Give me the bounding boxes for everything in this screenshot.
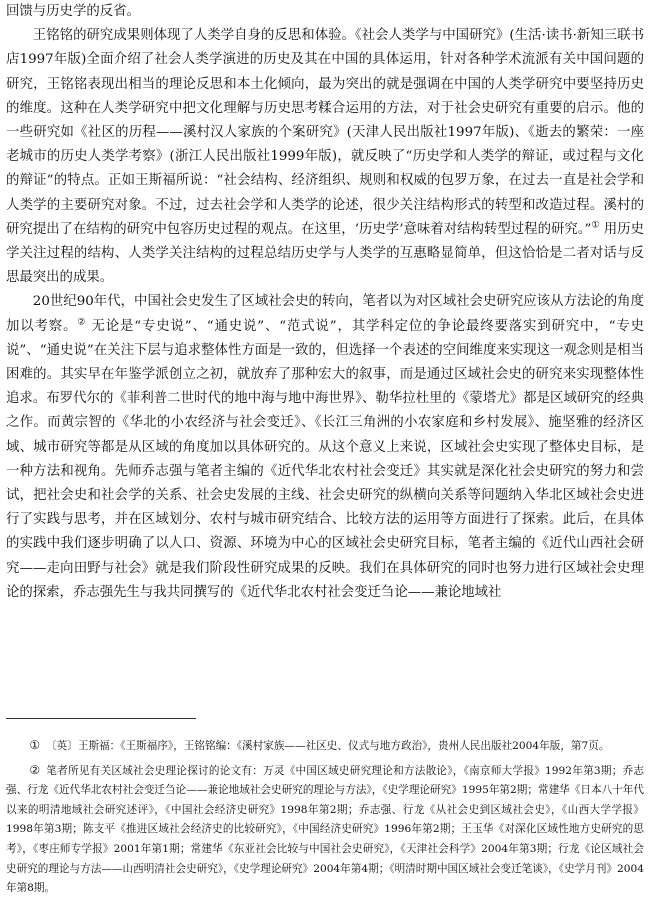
footnote-1: ① 〔英〕王斯福：《王斯福序》，王铭铭编：《溪村家族——社区史、仪式与地方政治》，贵州人民出版社2004年版，第7页。 xyxy=(29,738,610,752)
footnote-ref-2[interactable]: ② xyxy=(77,317,87,328)
footnotes xyxy=(6,736,644,903)
footnote-2: ② 笔者所见有关区域社会史理论探讨的论文有：万灵《中国区域史研究理论和方法散论》，《南京师大学报》1992年第3期；乔志强、行龙《近代华北农村社会变迁刍论——兼论地域社会史研究的理论与方法》，《史学理论研究》1995年第2期；常建华《日本八十年代以来的明清地域社会研究述评》，《中国社会经济史研究》1998年第2期；乔志强、行龙《从社会史到区域社会史》，《山西大学学报》1998年第3期；陈支平《推进区域社会经济史的比较研究》，《中国经济史研究》1996年第2期；王玉华《对深化区域性地方史研究的思考》，《枣庄师专学报》2001年第1期；常建华《东亚社会比较与中国社会史研究》，《天津社会科学》2004年第3期；行龙《论区域社会史研究的理论与方法——山西明清社会史研究》，《史学理论研究》2004年第4期；《明清时期中国区域社会变迁笔谈》，《史学月刊》2004年第8期。 xyxy=(6,762,644,895)
footnote-mark: ② xyxy=(29,762,41,777)
paragraph-1: 回馈与历史学的反省。 xyxy=(6,4,140,19)
main-text xyxy=(6,0,644,605)
footnote-ref-1[interactable]: ① xyxy=(591,220,600,231)
footnote-mark: ① xyxy=(29,738,41,752)
paragraph-3: 20世纪90年代，中国社会史发生了区域社会史的转向，笔者以为对区域社会史研究应该从方法论的角度加以考察。② 无论是“专史说”、“通史说”、“范式说”，其学科定位的争论最终要落实到研究中，“专史说”、“通史说”在关注下层与追求整体性方面是一致的，但选择一个表述的空间维度来实现这一观念则是相当困难的。其实早在年鉴学派创立之初，就放弃了那种宏大的叙事，而是通过区域社会史的研究来实现整体性追求。布罗代尔的《菲利普二世时代的地中海与地中海世界》、勒华拉杜里的《蒙塔尤》都是区域研究的经典之作。而黄宗智的《华北的小农经济与社会变迁》、《长江三角洲的小农家庭和乡村发展》、施坚雅的经济区域、城市研究等都是从区域的角度加以具体研究的。从这个意义上来说，区域社会史实现了整体史目标，是一种方法和视角。先师乔志强与笔者主编的《近代华北农村社会变迁》其实就是深化社会史研究的努力和尝试，把社会史和社会学的关系、社会史发展的主线、社会史研究的纵横向关系等问题纳入华北区域社会史进行了实践与思考，并在区域划分、农村与城市研究结合、比较方法的运用等方面进行了探索。此后，在具体的实践中我们逐步明确了以人口、资源、环境为中心的区域社会史研究目标，笔者主编的《近代山西社会研究——走向田野与社会》就是我们阶段性研究成果的反映。我们在具体研究的同时也努力进行区域社会史理论的探索，乔志强先生与我共同撰写的《近代华北农村社会变迁刍论——兼论地域社 xyxy=(6,294,644,600)
paragraph-2: 王铭铭的研究成果则体现了人类学自身的反思和体验。《社会人类学与中国研究》(生活·读书·新知三联书店1997年版)全面介绍了社会人类学演进的历史及其在中国的具体运用，针对各种学术流派有关中国问题的研究，王铭铭表现出相当的理论反思和本土化倾向，最为突出的就是强调在中国的人类学研究中要坚持历史的维度。这种在人类学研究中把文化理解与历史思考糅合运用的方法，对于社会史研究有重要的启示。他的一些研究如《社区的历程——溪村汉人家族的个案研究》(天津人民出版社1997年版)、《逝去的繁荣：一座老城市的历史人类学考察》(浙江人民出版社1999年版)，就反映了“历史学和人类学的辩证，或过程与文化的辩证”的特点。正如王斯福所说：“社会结构、经济组织、规则和权威的包罗万象，在过去一直是社会学和人类学的主要研究对象。不过，过去社会学和人类学的论述，很少关注结构形式的转型和改造过程。溪村的研究提出了在结构的研究中包容历史过程的观点。在这里，‘历史学’意味着对结构转型过程的研究。”① 用历史学关注过程的结构、人类学关注结构的过程总结历史学与人类学的互惠略显简单，但这恰恰是二者对话与反思最突出的成果。 xyxy=(6,28,645,286)
footnote-divider xyxy=(6,718,196,719)
